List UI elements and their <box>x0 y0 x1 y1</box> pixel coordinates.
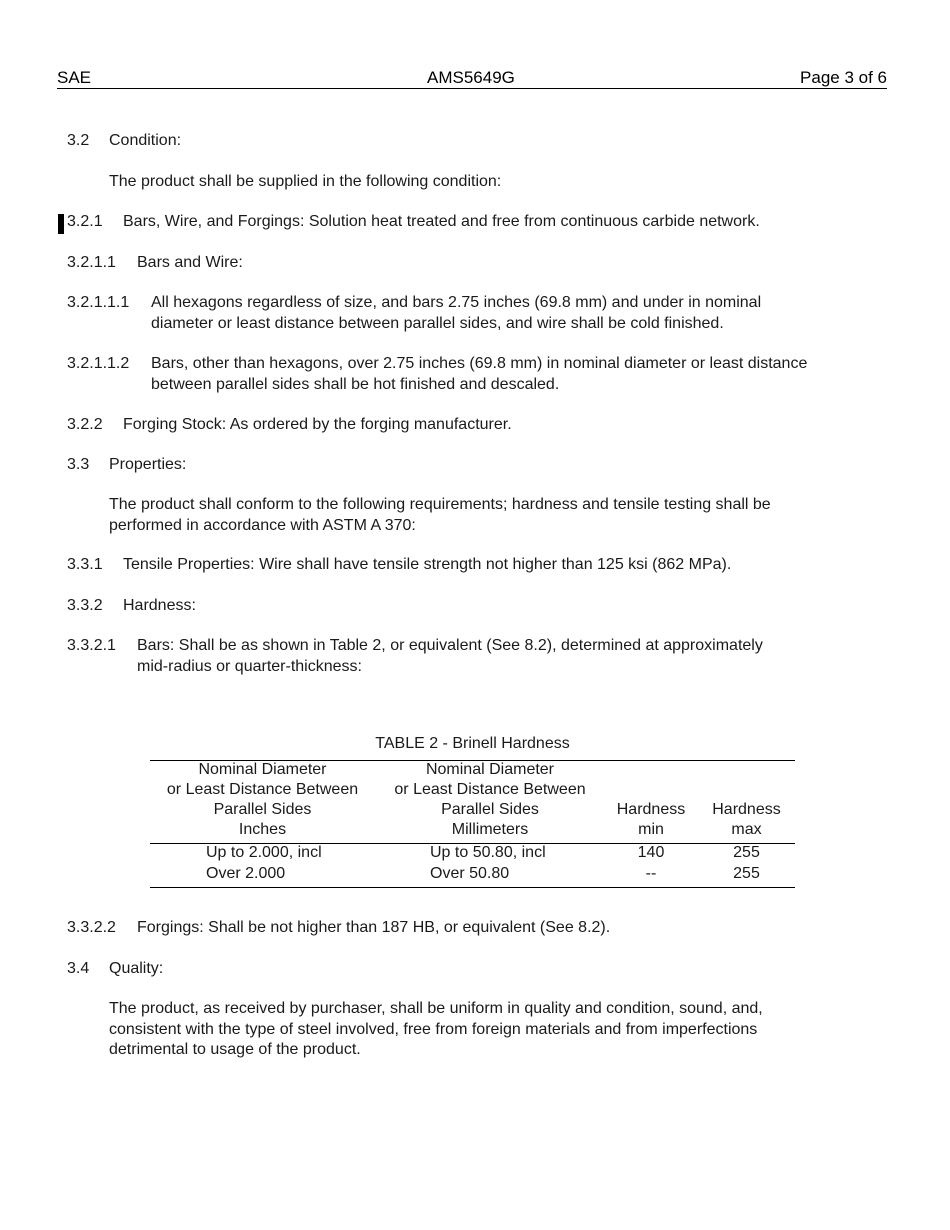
table-row-1-millimeters: Up to 50.80, incl <box>430 844 546 861</box>
paragraph-line-3: detrimental to usage of the product. <box>109 1041 361 1058</box>
header-page-number: Page 3 of 6 <box>800 68 887 87</box>
header-doc-number: AMS5649G <box>427 68 515 87</box>
paragraph-line-2: performed in accordance with ASTM A 370: <box>109 517 416 534</box>
section-number: 3.2.1.1 <box>67 254 116 271</box>
page-header <box>57 68 887 89</box>
section-text-line-1: Bars, other than hexagons, over 2.75 inches (69.8 mm) in nominal diameter or least distance <box>151 355 808 372</box>
section-heading: Quality: <box>109 960 164 977</box>
table-header-col2-line3: Parallel Sides <box>441 801 539 818</box>
section-number: 3.2.1.1.1 <box>67 294 130 311</box>
section-text-line-2: mid-radius or quarter-thickness: <box>137 658 362 675</box>
section-number: 3.2 <box>67 132 90 149</box>
section-number: 3.4 <box>67 960 90 977</box>
table-title: TABLE 2 - Brinell Hardness <box>375 735 570 752</box>
section-number: 3.3.2.1 <box>67 637 116 654</box>
section-number: 3.2.2 <box>67 416 103 433</box>
table-header-col2-line1: Nominal Diameter <box>425 761 555 778</box>
section-text-line-2: between parallel sides shall be hot finished and descaled. <box>151 376 560 393</box>
section-heading: Properties: <box>109 456 187 473</box>
section-heading: Condition: <box>109 132 182 149</box>
table-row-1-hardness-min: 140 <box>637 844 665 861</box>
table-row-2-hardness-min: -- <box>645 865 657 882</box>
section-number: 3.2.1 <box>67 213 103 230</box>
table-header-col1-line4: Inches <box>238 821 287 838</box>
table-row-2-hardness-max: 255 <box>733 865 760 882</box>
section-number: 3.3.2.2 <box>67 919 116 936</box>
table-header-col2-line2: or Least Distance Between <box>394 781 586 798</box>
section-text: Forgings: Shall be not higher than 187 HB, or equivalent (See 8.2). <box>137 919 611 936</box>
paragraph-text: The product shall be supplied in the following condition: <box>109 173 502 190</box>
section-text-line-1: All hexagons regardless of size, and bars 2.75 inches (69.8 mm) and under in nominal <box>151 294 762 311</box>
paragraph-line-2: consistent with the type of steel involved, free from foreign materials and from imperfections <box>109 1021 758 1038</box>
paragraph-line-1: The product, as received by purchaser, shall be uniform in quality and condition, sound, and, <box>109 1000 763 1017</box>
section-number: 3.2.1.1.2 <box>67 355 130 372</box>
section-number: 3.3.2 <box>67 597 103 614</box>
table-header-col1-line3: Parallel Sides <box>213 801 312 818</box>
table-row-2-millimeters: Over 50.80 <box>430 865 510 882</box>
table-bottom-rule <box>150 887 795 888</box>
table-header-col3-line2: min <box>638 821 664 838</box>
table-header-col1-line1: Nominal Diameter <box>198 761 327 778</box>
section-heading: Bars and Wire: <box>137 254 243 271</box>
table-header-col4-line2: max <box>731 821 762 838</box>
section-heading: Hardness: <box>123 597 196 614</box>
section-text-line-1: Bars: Shall be as shown in Table 2, or equivalent (See 8.2), determined at approximately <box>137 637 763 654</box>
section-text: Bars, Wire, and Forgings: Solution heat treated and free from continuous carbide network. <box>123 213 760 230</box>
paragraph-condition <box>109 172 501 192</box>
header-org: SAE <box>57 68 92 87</box>
section-number: 3.3.1 <box>67 556 103 573</box>
paragraph-line-1: The product shall conform to the following requirements; hardness and tensile testing shall be <box>109 496 771 513</box>
section-text-line-2: diameter or least distance between parallel sides, and wire shall be cold finished. <box>151 315 724 332</box>
table-row-1-hardness-max: 255 <box>733 844 760 861</box>
table-header-col3-line1: Hardness <box>616 801 686 818</box>
table-header-col4-line1: Hardness <box>712 801 781 818</box>
table-header-col1-line2: or Least Distance Between <box>166 781 359 798</box>
section-text: Tensile Properties: Wire shall have tensile strength not higher than 125 ksi (862 MPa). <box>123 556 732 573</box>
table-row-2-inches: Over 2.000 <box>206 865 286 882</box>
revision-change-bar <box>58 214 64 234</box>
table-row-1-inches: Up to 2.000, incl <box>206 844 322 861</box>
section-number: 3.3 <box>67 456 90 473</box>
section-text: Forging Stock: As ordered by the forging manufacturer. <box>123 416 512 433</box>
table-header-col2-line4: Millimeters <box>451 821 529 838</box>
